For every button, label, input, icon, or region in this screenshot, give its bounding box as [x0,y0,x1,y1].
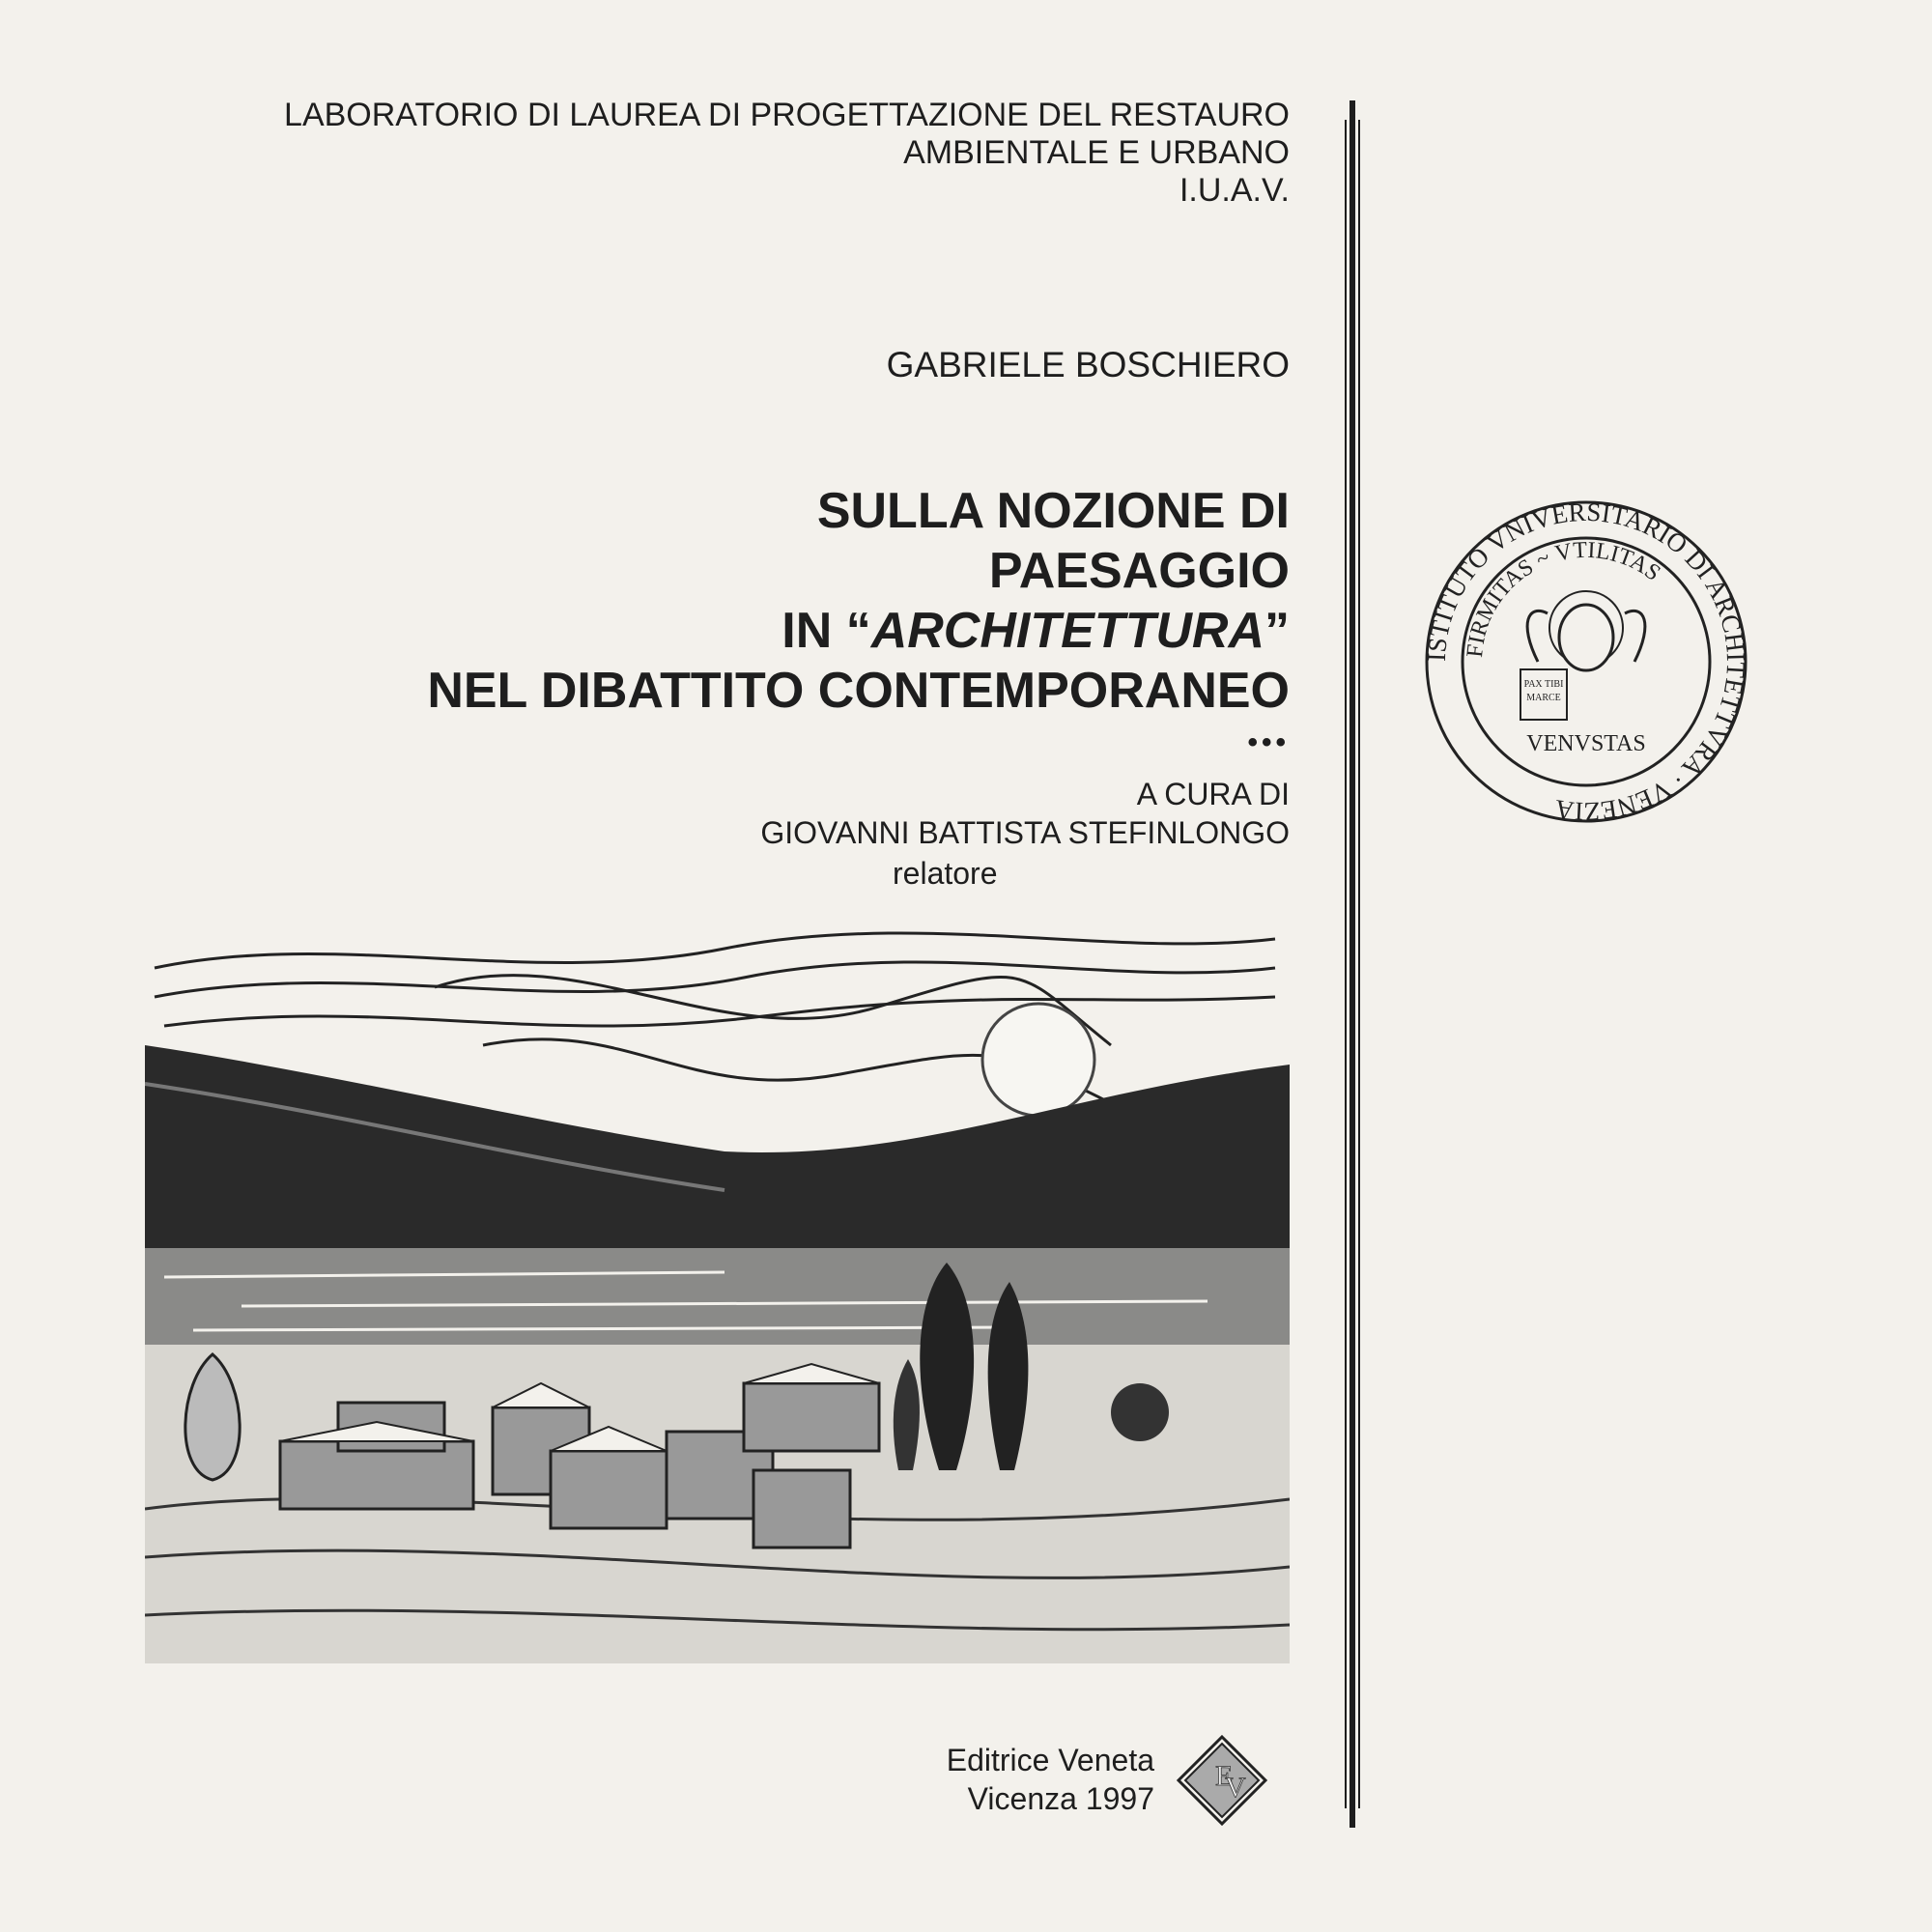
institution-line-3: I.U.A.V. [1179,172,1290,209]
institution-heading [284,97,1290,210]
curator-block [760,775,1290,852]
curator-name: GIOVANNI BATTISTA STEFINLONGO [760,815,1290,850]
svg-text:E: E [1215,1760,1234,1792]
landscape-illustration [145,929,1290,1663]
institution-line-1: LABORATORIO DI LAUREA DI PROGETTAZIONE DEL RESTAURO [284,97,1290,133]
svg-text:VENVSTAS: VENVSTAS [1526,731,1646,756]
svg-text:PAX TIBI: PAX TIBI [1523,679,1564,690]
publisher-logo [1177,1735,1267,1826]
seal-outer-text: ISTITUTO VNIVERSITARIO DI ARCHITETTVRA · VENEZIA [1422,497,1750,826]
author-name: GABRIELE BOSCHIERO [886,345,1290,384]
publisher-name: Editrice Veneta [946,1743,1154,1777]
title-prefix: IN “ [781,603,871,659]
title-line-4: NEL DIBATTITO CONTEMPORANEO [427,663,1290,719]
title-line-2: PAESAGGIO [988,543,1290,599]
iuav-university-seal [1422,497,1750,826]
svg-text:MARCE: MARCE [1526,693,1561,703]
curator-label: A CURA DI [1136,777,1290,811]
decorative-divider [1345,100,1360,1828]
publisher-block [947,1741,1154,1818]
svg-text:V: V [1225,1772,1246,1804]
title-line-3 [427,601,1290,661]
title-italic: ARCHITETTURA [870,603,1264,659]
separator-dots: ••• [1247,726,1290,758]
institution-line-2: AMBIENTALE E URBANO [903,134,1290,171]
title-suffix: ” [1264,603,1290,659]
publisher-place-year: Vicenza 1997 [967,1781,1154,1816]
book-title [427,481,1290,721]
seal-inner-text: FIRMITAS ~ VTILITAS [1462,537,1665,659]
curator-role: relatore [893,856,998,891]
title-line-1: SULLA NOZIONE DI [816,483,1290,539]
